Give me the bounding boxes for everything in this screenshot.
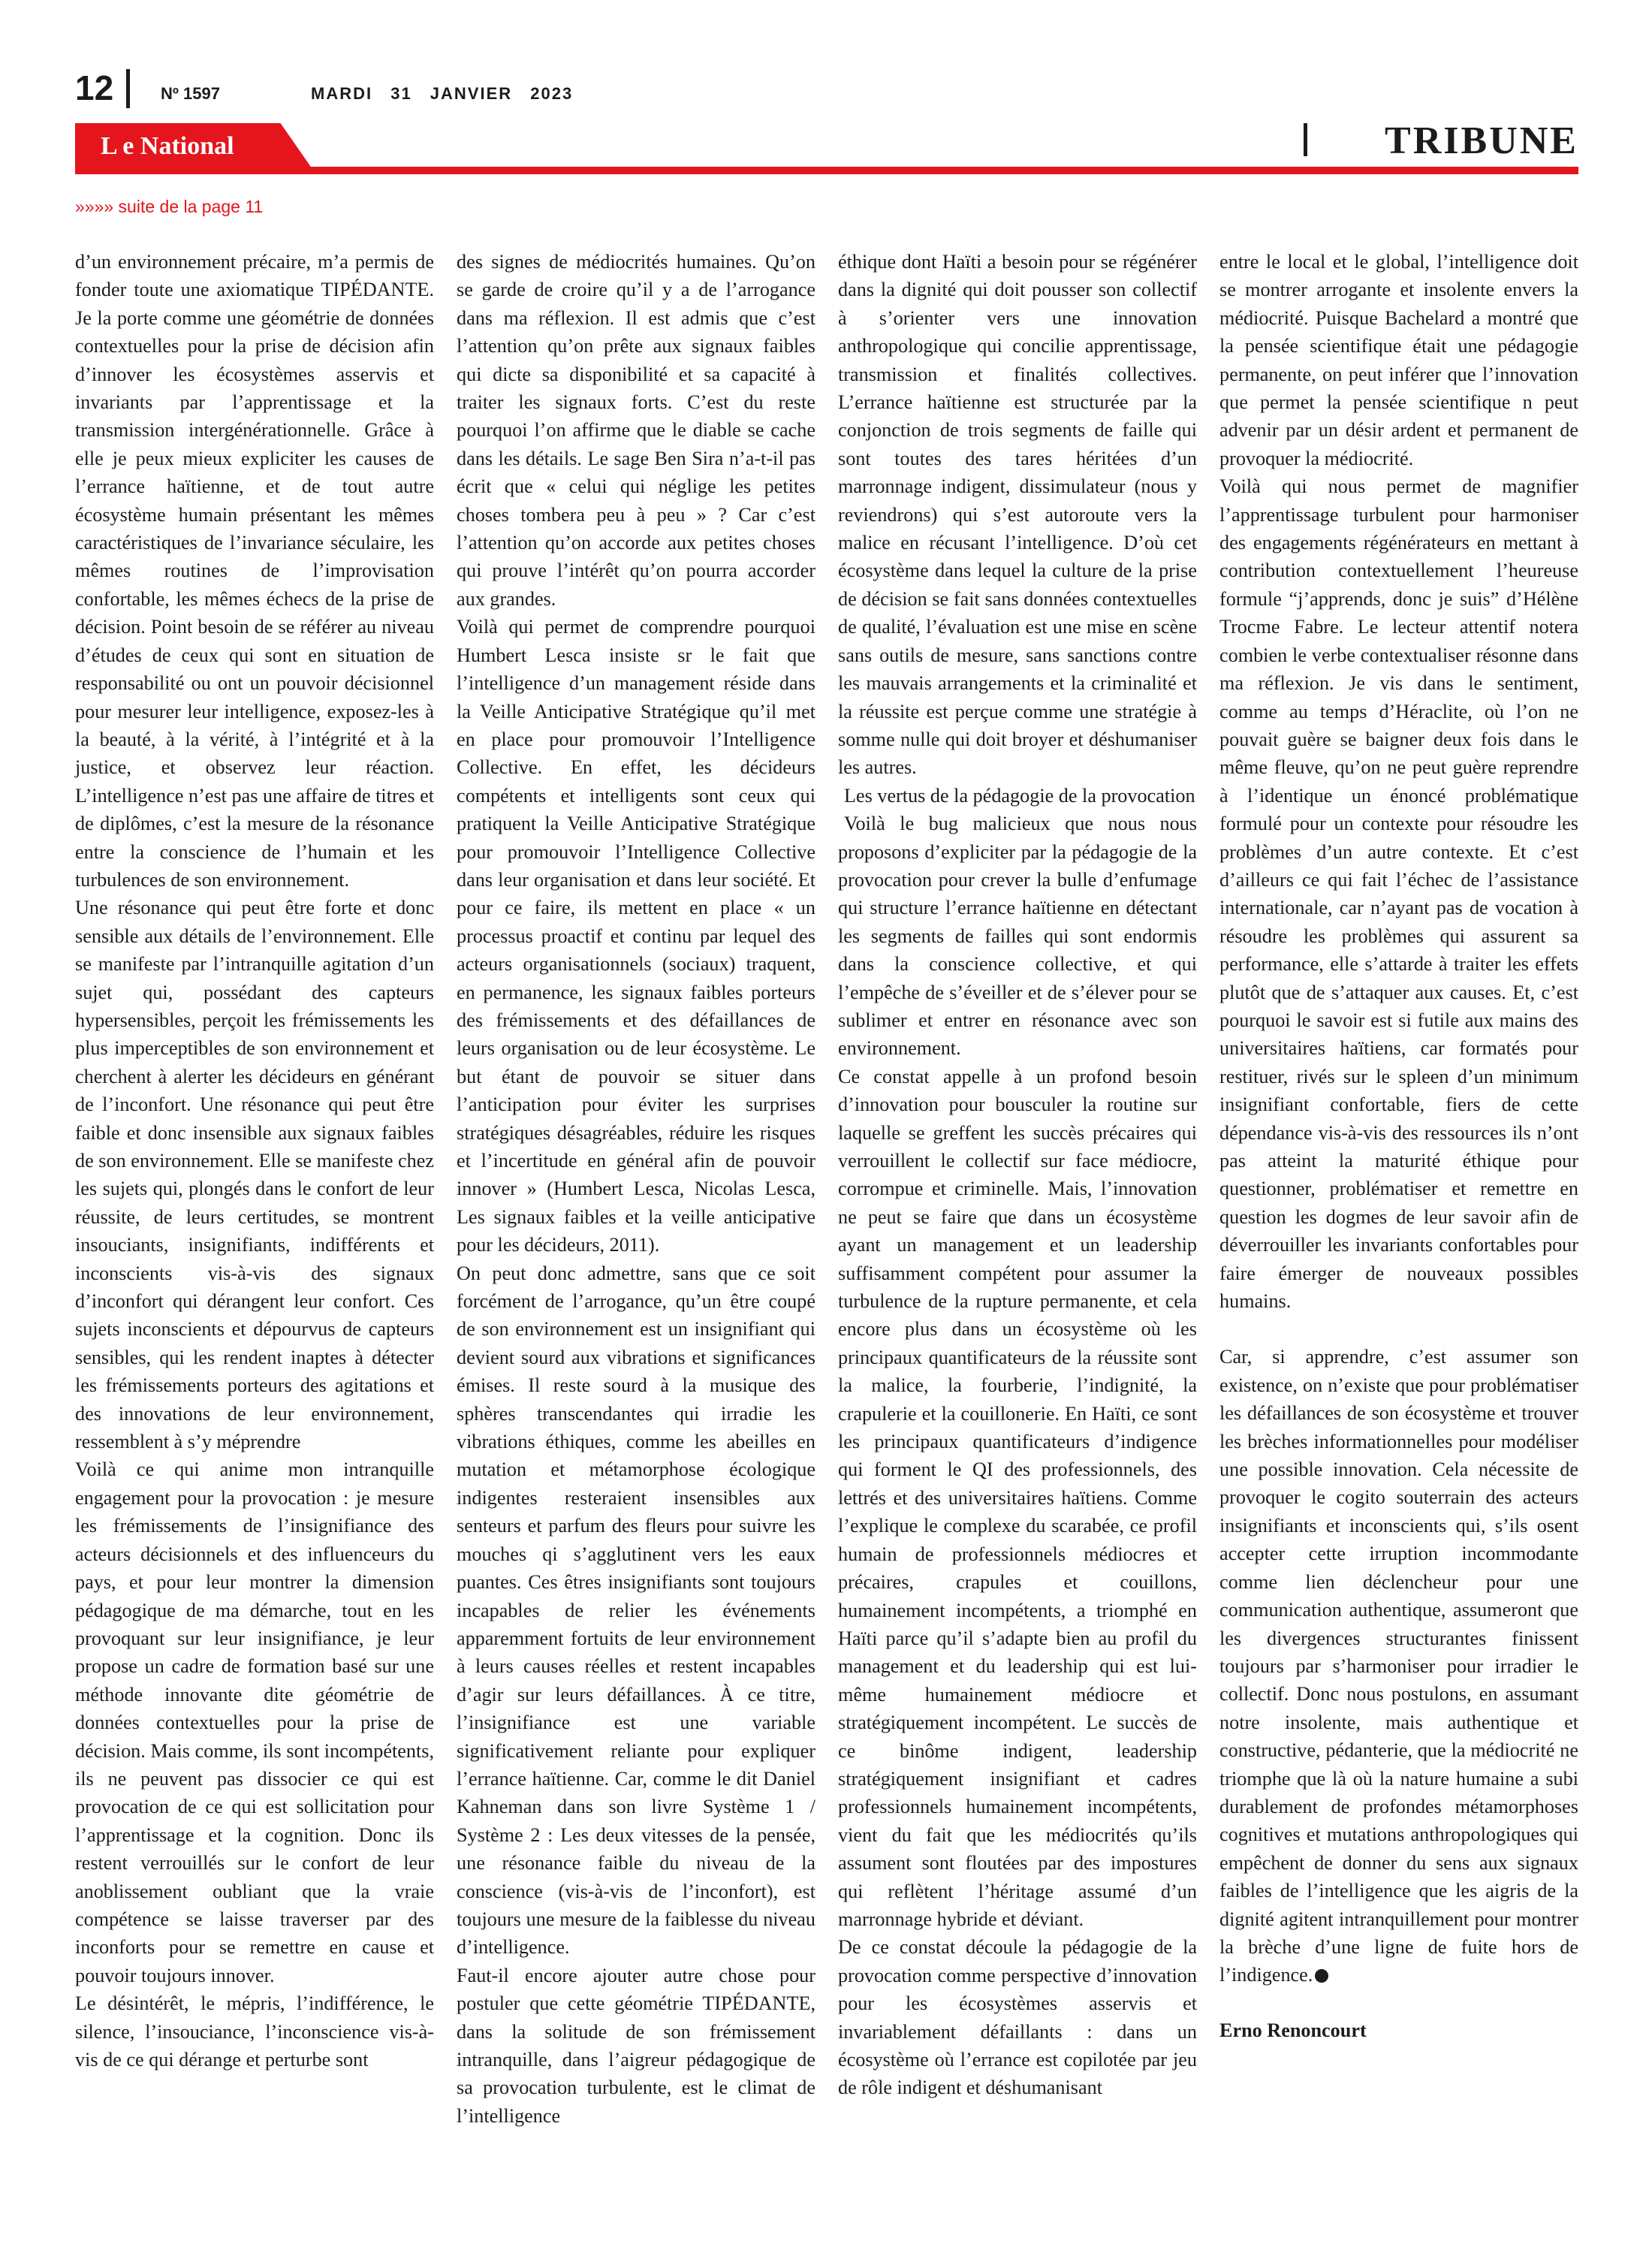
issue-date: MARDI 31 JANVIER 2023	[311, 84, 574, 103]
article-column-1	[75, 248, 434, 2230]
issue-number: Nº 1597	[161, 84, 220, 103]
page-number: 12	[75, 68, 114, 107]
article-column-4	[1219, 248, 1578, 2230]
paragraph: De ce constat découle la pédagogie de la provocation comme perspective d’innovation pour les écosystèmes asservis et invariablement défaillants : dans un écosystème où l’errance est copilotée par jeu de rôle indigent et déshumanisant	[838, 1936, 1197, 2099]
paragraph: Voilà qui nous permet de magnifier l’apprentissage turbulent pour harmoniser des engagements régénérateurs en mettant à contribution contextuellement l’heureuse formule “j’apprends, donc je suis” d’Hélène Trocme Fabre. Le lecteur attentif notera combien le verbe contextualiser résonne dans ma réflexion. Je vis dans le sentiment, comme au temps d’Héraclite, où l’on ne pouvait guère se baigner deux fois dans le même fleuve, qu’on ne peut guère reprendre à l’identique un énoncé problématique formulé pour un contexte pour résoudre les problèmes d’un autre contexte. Et c’est d’ailleurs ce qui fait l’échec de l’assistance internationale, car n’ayant pas de vocation à résoudre les problèmes qui assurent sa performance, elle s’attarde à traiter les effets plutôt que de s’attaquer aux causes. Et, c’est pourquoi le savoir est si futile aux mains des universitaires haïtiens, car formatés pour restituer, rivés sur le spleen d’un minimum insignifiant confortable, fiers de cette dépendance vis-à-vis des ressources ils n’ont pas atteint la maturité éthique pour questionner, problématiser et remettre en question les dogmes de leur savoir afin de déverrouiller les invariants confortables pour faire émerger de nouveaux possibles humains.	[1219, 475, 1578, 1313]
section-divider	[1304, 123, 1307, 156]
article-column-2	[457, 248, 815, 2230]
paragraph: Voilà qui permet de comprendre pourquoi Humbert Lesca insiste sr le fait que l’intelligence d’un management réside dans la Veille Anticipative Stratégique qu’il met en place pour promouvoir l’Intelligence Collective. En effet, les décideurs compétents et intelligents sont ceux qui pratiquent la Veille Anticipative Stratégique pour promouvoir l’Intelligence Collective dans leur organisation et dans leur société. Et pour ce faire, ils mettent en place « un processus proactif et continu par lequel des acteurs organisationnels (sociaux) traquent, en permanence, les signaux faibles porteurs des frémissements et des défaillances de leurs organisation ou de leur écosystème. Le but étant de pouvoir se situer dans l’anticipation pour éviter les surprises stratégiques désagréables, réduire les risques et l’incertitude en général afin de pouvoir innover » (Humbert Lesca, Nicolas Lesca, Les signaux faibles et la veille anticipative pour les décideurs, 2011).	[457, 616, 815, 1256]
paragraph: Voilà le bug malicieux que nous nous proposons d’expliciter par la pédagogie de la provocation pour crever la bulle d’enfumage qui structure l’errance haïtienne en détectant les segments de failles qui sont endormis dans la conscience collective, et qui l’empêche de s’éveiller et de s’élever pour se sublimer et entrer en résonance avec son environnement.	[838, 813, 1197, 1060]
article-column-3	[838, 248, 1197, 2230]
paragraph: des signes de médiocrités humaines. Qu’on se garde de croire qu’il y a de l’arrogance dans ma réflexion. Il est admis que c’est l’attention qu’on prête aux signaux faibles qui dicte sa disponibilité et sa capacité à traiter les signaux forts. C’est du reste pourquoi l’on affirme que le diable se cache dans les détails. Le sage Ben Sira n’a-t-il pas écrit que « celui qui néglige les petites choses tombera peu à peu » ? Car c’est l’attention qu’on accorde aux petites choses qui prouve l’intérêt qu’on pourra accorder aux grandes.	[457, 251, 815, 610]
publication-name: L e National	[101, 132, 234, 160]
author-signature: Erno Renoncourt	[1219, 2019, 1367, 2041]
paragraph: On peut donc admettre, sans que ce soit forcément de l’arrogance, qu’un être coupé de son environnement est un insignifiant qui devient sourd aux vibrations et significances émises. Il reste sourd à la musique des sphères transcendantes qui irradie les vibrations éthiques, comme les abeilles en mutation et métamorphose écologique indigentes resteraient insensibles aux senteurs et parfum des fleurs pour suivre les mouches qi s’agglutinent vers les eaux puantes. Ces êtres insignifiants sont toujours incapables de relier les événements apparemment fortuits de leur environnement à leurs causes réelles et restent incapables d’agir sur leurs défaillances. À ce titre, l’insignifiance est une variable significativement reliante pour expliquer l’errance haïtienne. Car, comme le dit Daniel Kahneman dans son livre Système 1 / Système 2 : Les deux vitesses de la pensée, une résonance faible du niveau de la conscience (vis-à-vis de l’inconfort), est toujours une mesure de la faiblesse du niveau d’intelligence.	[457, 1262, 815, 1959]
paragraph: éthique dont Haïti a besoin pour se régénérer dans la dignité qui doit pousser son collectif à s’orienter vers une innovation anthropologique qui concilie apprentissage, transmission et finalités collectives. L’errance haïtienne est structurée par la conjonction de trois segments de faille qui sont toutes des tares héritées d’un marronnage indigent, dissimulateur (nous y reviendrons) qui s’est autoroute vers la malice en récusant l’intelligence. D’où cet écosystème dans lequel la culture de la prise de décision se fait sans données contextuelles de qualité, l’évaluation est une mise en scène sans outils de mesure, sans sanctions contre les mauvais arrangements et la criminalité et la réussite est perçue comme une stratégie à somme nulle qui doit broyer et déshumaniser les autres.	[838, 251, 1197, 779]
paragraph: d’un environnement précaire, m’a permis de fonder toute une axiomatique TIPÉDANTE. Je la porte comme une géométrie de données contextuelles pour la prise de décision afin d’innover les écosystèmes asservis et invariants par l’apprentissage et la transmission intergénérationnelle. Grâce à elle je peux mieux expliciter les causes de l’errance haïtienne, et de tout autre écosystème humain présentant les mêmes caractéristiques de l’invariance séculaire, les mêmes routines de l’improvisation confortable, les mêmes échecs de la prise de décision. Point besoin de se référer au niveau d’études de ceux qui sont en situation de responsabilité ou ont un pouvoir décisionnel pour mesurer leur intelligence, exposez-les à la beauté, à la vérité, à l’intégrité et à la justice, et observez leur réaction. L’intelligence n’est pas une affaire de titres et de diplômes, c’est la mesure de la résonance entre la conscience de l’humain et les turbulences de son environnement.	[75, 251, 434, 891]
paragraph: Voilà ce qui anime mon intranquille engagement pour la provocation : je mesure les frémissements de l’insignifiance des acteurs décisionnels et des influenceurs du pays, et pour leur montrer la dimension pédagogique de ma démarche, tout en les provoquant sur leur insignifiance, je leur propose un cadre de formation basé sur une méthode innovante dite géométrie de données contextuelles pour la prise de décision. Mais comme, ils sont incompétents, ils ne peuvent pas dissocier ce qui est provocation de ce qui est sollicitation pour l’apprentissage et la cognition. Donc ils restent verrouillés sur le confort de leur anoblissement oubliant que la vraie compétence se laisse traverser par des inconforts pour se remettre en cause et pouvoir toujours innover.	[75, 1458, 434, 1986]
paragraph: Une résonance qui peut être forte et donc sensible aux détails de l’environnement. Elle se manifeste par l’intranquille agitation d’un sujet qui, possédant des capteurs hypersensibles, perçoit les frémissements les plus imperceptibles de son environnement et cherchent à alerter les décideurs en générant de l’inconfort. Une résonance qui peut être faible et donc insensible aux signaux faibles de son environnement. Elle se manifeste chez les sujets qui, plongés dans le confort de leur réussite, de leurs certitudes, se montrent insouciants, insignifiants, indifférents et inconscients vis-à-vis des signaux d’inconfort qui dérangent leur confort. Ces sujets inconscients et dépourvus de capteurs sensibles, qui les rendent inaptes à détecter les frémissements porteurs des agitations et des innovations de leur environnement, ressemblent à s’y méprendre	[75, 897, 434, 1453]
continued-from-link: »»»» suite de la page 11	[75, 197, 264, 216]
paragraph-spacer	[1219, 1315, 1578, 1343]
paragraph: Ce constat appelle à un profond besoin d’innovation pour bousculer la routine sur laquelle se greffent les succès précaires qui verrouillent le collectif sur face médiocre, corrompue et criminelle. Mais, l’innovation ne peut se faire que dans un écosystème ayant un management et un leadership suffisamment compétent pour assumer la turbulence de la rupture permanente, et cela encore plus dans un écosystème où les principaux quantificateurs de la réussite sont la malice, la fourberie, l’indignité, la crapulerie et la couillonerie. En Haïti, ce sont les principaux quantificateurs d’indigence qui forment le QI des professionnels, des lettrés et des universitaires haïtiens. Comme l’explique le complexe du scarabée, ce profil humain de professionnels médiocres et précaires, crapules et couillons, humainement incompétents, a triomphé en Haïti parce qu’il s’adapte bien au profil du management et du leadership qui est lui-même humainement médiocre et stratégiquement incompétent. Le succès de ce binôme indigent, leadership stratégiquement insignifiant et cadres professionnels humainement incompétents, vient du fait que les médiocrités qu’ils assument sont floutées par des impostures qui reflètent l’héritage assumé d’un marronnage hybride et déviant.	[838, 1065, 1197, 1930]
page-number-divider	[126, 69, 130, 108]
subheading: Les vertus de la pédagogie de la provocation	[844, 784, 1195, 807]
paragraph-text: Car, si apprendre, c’est assumer son existence, on n’existe que pour problématiser les défaillances de son écosystème et trouver les brèches informationnelles pour modéliser une possible innovation. Cela nécessite de provoquer le cogito souterrain des acteurs insignifiants et inconscients qui, s’ils osent accepter cette irruption incommodante comme lien déclencheur pour une communication authentique, assumeront que les divergences structurantes finissent toujours par s’harmoniser pour irradier le collectif. Donc nous postulons, en assumant notre insolente, mais authentique et constructive, pédanterie, que la médiocrité ne triomphe que là où la nature humaine a subi durablement de profondes métamorphoses cognitives et mutations anthropologiques qui empêchent de donner du sens aux signaux faibles de l’intelligence que les aigris de la dignité agitent intranquillement pour montrer la brèche d’une ligne de fuite hors de l’indigence.	[1219, 1346, 1578, 1986]
section-title: TRIBUNE	[1385, 119, 1578, 162]
paragraph: Le désintérêt, le mépris, l’indifférence, le silence, l’insouciance, l’inconscience vis-à-vis de ce qui dérange et perturbe sont	[75, 1992, 434, 2071]
paragraph: entre le local et le global, l’intelligence doit se montrer arrogante et insolente envers la médiocrité. Puisque Bachelard a montré que la pensée scientifique était une pédagogie permanente, on peut inférer que l’innovation que permet la pensée scientifique n peut advenir par un désir ardent et permanent de provoquer la médiocrité.	[1219, 251, 1578, 469]
final-paragraph	[1219, 1343, 1578, 1989]
paragraph: Faut-il encore ajouter autre chose pour postuler que cette géométrie TIPÉDANTE, dans la solitude de son frémissement intranquille, dans l’aigreur pédagogique de sa provocation turbulente, est le climat de l’intelligence	[457, 1964, 815, 2127]
end-of-article-icon	[1315, 1969, 1328, 1983]
